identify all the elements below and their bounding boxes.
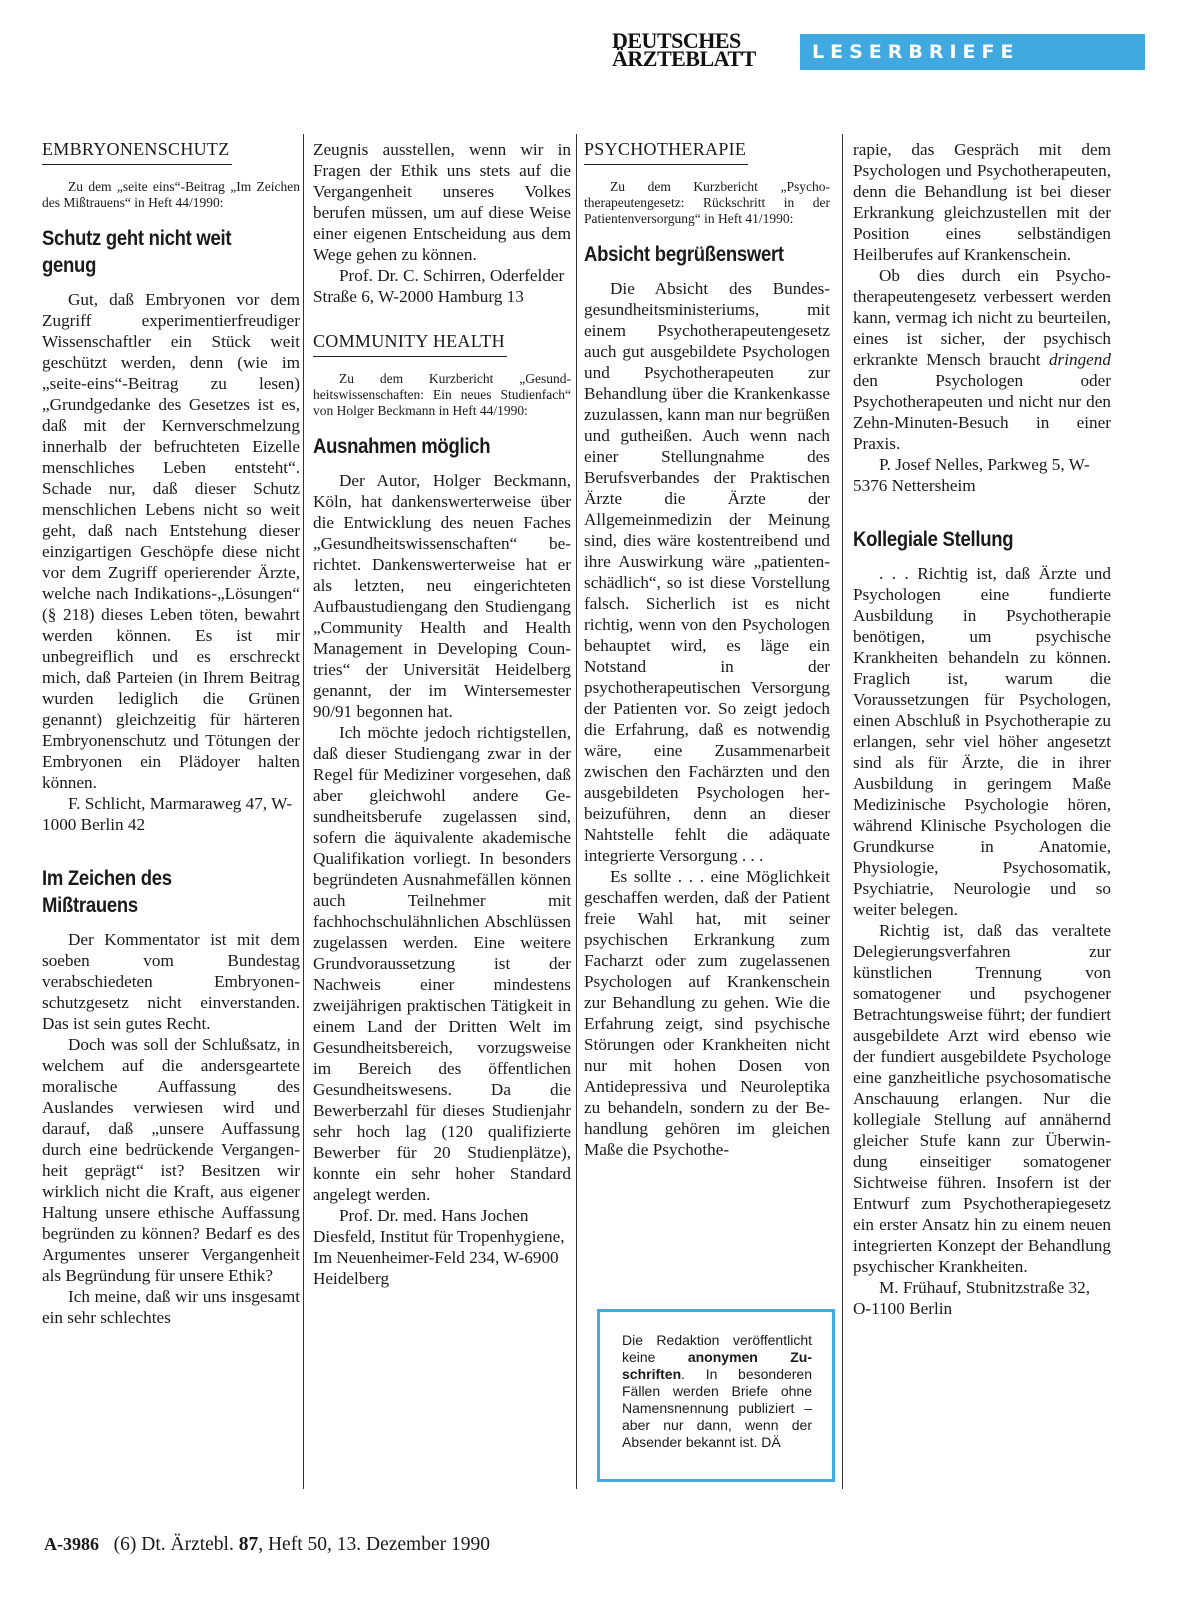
letter-paragraph: Der Autor, Holger Beckmann, Köln, hat dankenswerterweise über die Entwicklung des neuen Faches „Gesundheitswissenschaften“ berichtet. Dankenswerterweise hat er als letzten, neu eingerichteten Aufbaustudiengang den Studiengang „Community Health and Health Management in Developing Countries“ der Universität Heidelberg genannt, der im Wintersemester 90/91 begonnen hat. (313, 471, 571, 721)
column-divider (842, 134, 843, 1489)
letter-signature: M. Frühauf, Stubnitzstraße 32, O-1100 Berlin (853, 1278, 1091, 1318)
section-banner: LESERBRIEFE (800, 34, 1145, 70)
column-4 (853, 139, 1111, 1319)
editorial-notice-box (597, 1309, 835, 1482)
letter-headline: Ausnahmen möglich (313, 435, 491, 458)
section-kicker: COMMUNITY HEALTH (313, 331, 507, 357)
letter-headline: Kollegiale Stellung (853, 528, 1014, 551)
page-code: A-3986 (44, 1534, 99, 1554)
letter-paragraph: rapie, das Gespräch mit dem Psychologen und Psychotherapeuten, denn die Behandlung ist bei dieser Erkrankung gleichzustellen mit der Position eines selbständigen Heilberufes auf Krankenschein. (853, 140, 1111, 264)
letter-signature: Prof. Dr. C. Schirren, Oderfelder Straße 6, W-2000 Hamburg 13 (313, 266, 565, 306)
footer-citation-rest: , Heft 50, 13. Dezember 1990 (258, 1534, 490, 1555)
letter-paragraph (853, 265, 1111, 454)
letter-signature: F. Schlicht, Marmaraweg 47, W-1000 Berlin 42 (42, 794, 293, 834)
letter-headline: Im Zeichen des Mißtrauens (42, 867, 172, 917)
letter-paragraph: Ich meine, daß wir uns insgesamt ein sehr schlechtes (42, 1287, 300, 1327)
masthead-line1: DEUTSCHES (612, 28, 741, 53)
column-2 (313, 139, 571, 1289)
letter-paragraph: Der Kommentator ist mit dem soeben vom Bundestag verabschiedeten Embryonenschutzgesetz nicht einverstanden. Das ist sein gutes Recht. (42, 930, 300, 1033)
footer-citation: (6) Dt. Ärztebl. (113, 1534, 239, 1555)
notice-text: . In besonderen Fällen werden Briefe ohne Namensnennung publiziert – aber nur dann, wenn der Absender bekannt ist. DÄ (622, 1366, 812, 1450)
letter-paragraph: . . . Richtig ist, daß Ärzte und Psychologen eine fundierte Ausbildung in Psychotherapie benötigen, um psychische Krankheiten behandeln zu können. Fraglich ist, warum die Voraussetzungen für Psychologen, einen Abschluß in Psychotherapie zu erlangen, sehr viel höher angesetzt sind als für Ärzte, die in ihrer Ausbildung in geringem Maße Medizinische Psychologie hören, während Klinische Psychologen die Grundkurse in Anatomie, Physiologie, Psychosomatik, Psychiatrie, Neurologie und so weiter belegen. (853, 564, 1111, 919)
paragraph-text: Ob dies durch ein Psychotherapeutengesetz verbessert werden kann, vermag ich nicht zu beurteilen, eines ist sicher, der psychisch erkrankte Mensch braucht (853, 266, 1111, 369)
paragraph-text: den Psychologen oder Psychotherapeuten und nicht nur den Zehn-Minuten-Besuch in einer Praxis. (853, 371, 1111, 453)
letter-paragraph: Die Absicht des Bundesgesundheitsministeriums, mit einem Psychotherapeutengesetz auch gut ausgebildete Psychologen und Psychotherapeuten zur Behandlung über die Krankenkasse zuzulassen, kann man nur begrüßen und gutheißen. Auch wenn nach einer Stellungnahme des Berufsverbandes der Praktischen Ärzte die Ärzte der Allgemeinmedizin der Meinung sind, dies wäre kostentreibend und ihre Auswirkung wäre „patientenschädlich“, so ist diese Vorstellung falsch. Sicherlich ist es nicht richtig, wenn von den Psychologen behauptet wird, es läge ein Notstand in der psychotherapeutischen Versorgung der Patienten vor. So zeigt jedoch die Erfahrung, daß es notwendig wäre, eine Zusammenarbeit zwischen den Fachärzten und den ausgebildeten Psychologen herbeizuführen, denn an dieser Nahtstelle fehlt die adäquate integrierte Versorgung . . . (584, 279, 830, 865)
letter-paragraph: Richtig ist, daß das veraltete Delegierungsverfahren zur künstlichen Trennung von somatogener und psychogener Betrachtungsweise führt; der fundiert ausgebildete Arzt wird ebenso wie der fundiert ausgebildete Psychologe eine ganzheitliche psychosomatische Anschauung erlangen. Nur die kollegiale Stellung auf annähernd gleicher Stufe kann zur Überwindung einseitiger somatogener Sichtweise führen. Insofern ist der Entwurf zum Psychotherapiegesetz ein erster Ansatz hin zu einem neuen integrierten Konzept der Behandlung psychischer Krankheiten. (853, 921, 1111, 1276)
section-kicker: EMBRYONENSCHUTZ (42, 139, 232, 165)
column-divider (303, 134, 304, 1489)
letter-paragraph: Ich möchte jedoch richtigstellen, daß dieser Studiengang zwar in der Regel für Mediziner vorgesehen, daß aber gleichwohl andere Gesundheitsberufe zugelassen sind, sofern die äquivalente akademische Qualifikation vorliegt. In besonders begründeten Ausnahmefällen können auch Teilnehmer mit fachhochschulähnlichen Abschlüssen zugelassen werden. Eine weitere Grundvoraussetzung ist der Nachweis einer mindestens zweijährigen praktischen Tätigkeit in einem Land der Dritten Welt im Gesundheitsbereich, vorzugsweise im Bereich des öffentlichen Gesundheitswesens. Da die Bewerberzahl für dieses Studienjahr sehr hoch lag (120 qualifizierte Bewerber für 20 Studienplätze), konnte ein sehr hoher Standard angelegt werden. (313, 723, 571, 1204)
footer-volume: 87 (238, 1534, 259, 1555)
letter-signature: P. Josef Nelles, Parkweg 5, W-5376 Nettersheim (853, 455, 1090, 495)
emphasis-text: dringend (1048, 350, 1111, 369)
letter-reference: Zu dem „seite eins“-Beitrag „Im Zeichen des Mißtrauens“ in Heft 44/1990: (42, 179, 300, 210)
letter-paragraph: Zeugnis ausstellen, wenn wir in Fragen der Ethik uns stets auf die Vergangenheit unseres Volkes berufen müssen, um auf diese Weise einer eigenen Entscheidung aus dem Wege gehen zu können. (313, 140, 571, 264)
letter-reference: Zu dem Kurzbericht „Gesundheitswissenschaften: Ein neues Studienfach“ von Holger Beckmann in Heft 44/1990: (313, 371, 571, 418)
letter-paragraph: Es sollte . . . eine Möglichkeit geschaffen werden, daß der Patient freie Wahl hat, mit seiner psychischen Erkrankung zum Facharzt oder zum zugelassenen Psychologen auf Krankenschein zur Behandlung zu gehen. Wie die Erfahrung zeigt, sind psychische Störungen oder Krankheiten nicht nur mit hohen Dosen von Antidepressiva und Neuroleptika zu behandeln, sondern zu der Behandlung gehören im gleichen Maße die Psychothe- (584, 867, 830, 1159)
letter-paragraph: Doch was soll der Schlußsatz, in welchem auf die andersgeartete moralische Auffassung des Auslandes verwiesen wird und darauf, daß „unsere Auffassung durch eine bedrückende Vergangenheit geprägt“ ist? Besitzen wir wirklich nicht die Kraft, aus eigener Haltung unsere ethische Auffassung begründen zu können? Bedarf es des Argumentes unserer Vergangenheit als Begründung für unsere Ethik? (42, 1035, 300, 1285)
letter-headline: Schutz geht nicht weit genug (42, 227, 232, 277)
letter-headline: Absicht begrüßenswert (584, 243, 784, 266)
page-footer (44, 1534, 490, 1556)
masthead-line2: ÄRZTEBLATT (612, 46, 756, 71)
column-3 (584, 139, 830, 1160)
letter-reference: Zu dem Kurzbericht „Psychotherapeutengesetz: Rückschritt in der Patientenversorgung“ in Heft 41/1990: (584, 179, 830, 226)
letter-paragraph: Gut, daß Embryonen vor dem Zugriff experimentierfreudiger Wissenschaftler ein Stück weit geschützt werden, denn (wie im „seite-eins“-Beitrag zu lesen) „Grundgedanke des Gesetzes ist es, daß mit der Kernverschmelzung innerhalb der befruchteten Eizelle menschliches Leben entsteht“. Schade nur, daß dieser Schutz menschlichen Lebens nicht so weit geht, daß nach Entstehung dieser einzigartigen Geschöpfe diese nicht vor dem Zugriff operierender Ärzte, welche nach Indikations-„Lösungen“ (§ 218) dieses Leben töten, bewahrt werden können. Es ist mir unbegreiflich und es erschreckt mich, daß Parteien (in Ihrem Beitrag wurden lediglich die Grünen genannt) gleichzeitig für härteren Embryonenschutz und Tötungen der Embryonen ein Plädoyer halten können. (42, 290, 300, 792)
column-divider (576, 134, 577, 1489)
notice-emphasis: anonymen Zuschriften (622, 1349, 812, 1382)
column-1 (42, 139, 300, 1328)
letter-signature: Prof. Dr. med. Hans Jochen Diesfeld, Institut für Tropenhygiene, Im Neuenheimer-Feld 234, W-6900 Heidelberg (313, 1206, 565, 1288)
notice-text: Die Redaktion veröffentlicht keine (622, 1332, 812, 1365)
masthead-logo (612, 28, 756, 71)
section-kicker: PSYCHOTHERAPIE (584, 139, 748, 165)
